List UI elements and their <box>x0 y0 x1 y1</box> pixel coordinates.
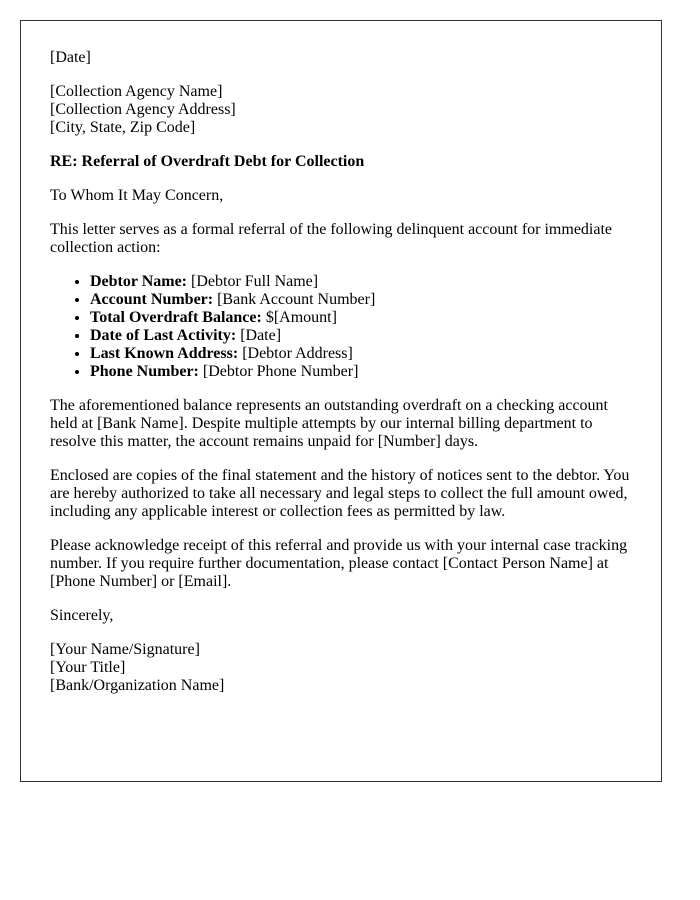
intro-paragraph: This letter serves as a formal referral of the following delinquent account for immediate collection action: <box>50 221 613 256</box>
detail-value: [Debtor Phone Number] <box>198 363 359 380</box>
detail-value: [Bank Account Number] <box>213 291 376 308</box>
recipient-address: [Collection Agency Address] <box>50 101 236 118</box>
detail-label: Debtor Name: <box>90 273 188 290</box>
signer-title: [Your Title] <box>50 659 126 676</box>
detail-value: [Date] <box>236 327 282 344</box>
signer-name: [Your Name/Signature] <box>50 641 200 658</box>
date-block <box>50 49 632 67</box>
detail-overdraft-balance <box>90 309 632 327</box>
letter-container <box>20 20 662 782</box>
detail-value: $[Amount] <box>261 309 337 326</box>
recipient-name: [Collection Agency Name] <box>50 83 223 100</box>
recipient-city-state-zip: [City, State, Zip Code] <box>50 119 196 136</box>
detail-label: Last Known Address: <box>90 345 239 362</box>
subject-line: RE: Referral of Overdraft Debt for Collection <box>50 153 365 170</box>
signer-organization: [Bank/Organization Name] <box>50 677 225 694</box>
acknowledgement-paragraph: Please acknowledge receipt of this referral and provide us with your internal case tracking number. If you require further documentation, please contact [Contact Person Name] at [Phone Number] or [Email]. <box>50 537 628 590</box>
detail-label: Phone Number: <box>90 363 199 380</box>
detail-label: Date of Last Activity: <box>90 327 237 344</box>
letter-date: [Date] <box>50 49 91 66</box>
closing: Sincerely, <box>50 607 114 624</box>
salutation: To Whom It May Concern, <box>50 187 224 204</box>
detail-value: [Debtor Address] <box>238 345 353 362</box>
detail-label: Account Number: <box>90 291 214 308</box>
detail-last-known-address <box>90 345 632 363</box>
recipient-address-block <box>50 83 632 137</box>
signature-block <box>50 641 632 695</box>
detail-phone-number <box>90 363 632 381</box>
balance-paragraph: The aforementioned balance represents an outstanding overdraft on a checking account held at [Bank Name]. Despite multiple attempts by our internal billing department to resolve this matter, the account remains unpaid for [Number] days. <box>50 397 608 450</box>
detail-value: [Debtor Full Name] <box>187 273 319 290</box>
enclosure-paragraph: Enclosed are copies of the final statement and the history of notices sent to the debtor. You are hereby authorized to take all necessary and legal steps to collect the full amount owed, including any applicable interest or collection fees as permitted by law. <box>50 467 630 520</box>
detail-label: Total Overdraft Balance: <box>90 309 262 326</box>
detail-account-number <box>90 291 632 309</box>
account-details-list <box>50 273 632 381</box>
detail-debtor-name <box>90 273 632 291</box>
detail-last-activity-date <box>90 327 632 345</box>
